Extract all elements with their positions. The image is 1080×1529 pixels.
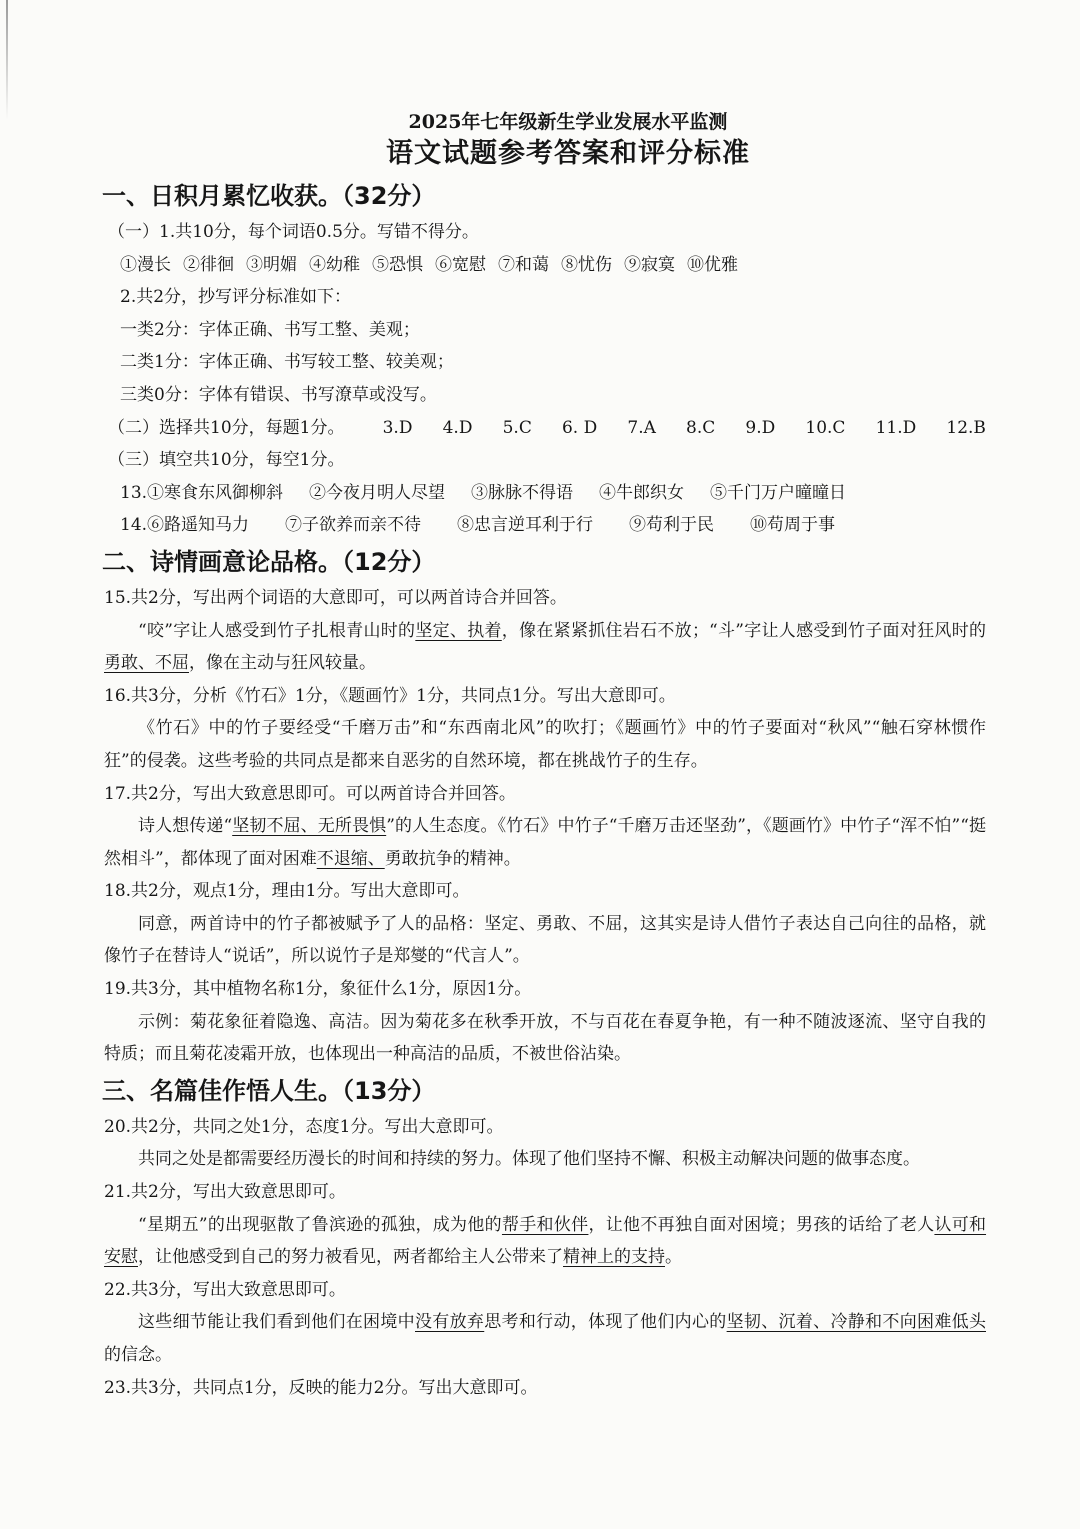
q15-criteria: 15.共2分，写出两个词语的大意即可，可以两首诗合并回答。 [104, 587, 567, 608]
q13-d: ④牛郎织女 [599, 482, 685, 503]
q14-e: ⑩苟周于事 [750, 515, 836, 536]
q17-answer: 诗人想传递“坚韧不屈、无所畏惧”的人生态度。《竹石》中竹子“千磨万击还坚劲”，《题画竹》中竹子“浑不怕”“挺然相斗”，都体现了面对困难不退缩、勇敢抗争的精神。 [104, 816, 986, 869]
q13-c: ③脉脉不得语 [471, 482, 574, 503]
word-7: ⑦和蔼 [498, 254, 549, 275]
word-10: ⑩优雅 [687, 254, 738, 275]
q14-answers [104, 509, 986, 542]
mc-11: 11.D [875, 417, 917, 438]
word-3: ③明媚 [246, 254, 297, 275]
underline: 坚韧、沉着、冷静和不向困难低头 [726, 1312, 986, 1333]
word-4: ④幼稚 [309, 254, 360, 275]
section-2-heading: 二、诗情画意论品格。（12分） [102, 547, 436, 576]
q13-a: 13.①寒食东风御柳斜 [120, 482, 284, 503]
mc-7: 7.A [627, 417, 656, 438]
q14-d: ⑨苟利于民 [629, 515, 715, 536]
mc-4: 4.D [442, 417, 473, 438]
underline: 没有放弃 [415, 1312, 485, 1333]
q19-answer: 示例：菊花象征着隐逸、高洁。因为菊花多在秋季开放，不与百花在春夏争艳，有一种不随波逐流、坚守自我的特质；而且菊花凌霜开放，也体现出一种高洁的品质，不被世俗沾染。 [104, 1011, 986, 1065]
word-2: ②徘徊 [183, 254, 234, 275]
mc-3: 3.D [382, 417, 413, 438]
mc-9: 9.D [745, 417, 776, 438]
q22-answer: 这些细节能让我们看到他们在困境中没有放弃思考和行动，体现了他们内心的坚韧、沉着、冷静和不向困难低头的信念。 [104, 1312, 986, 1365]
scan-edge [6, 0, 8, 120]
q16-answer: 《竹石》中的竹子要经受“千磨万击”和“东西南北风”的吹打；《题画竹》中的竹子要面对“秋风”“触石穿林惯作狂”的侵袭。这些考验的共同点是都来自恶劣的自然环境，都在挑战竹子的生存。 [104, 718, 986, 771]
q18-answer: 同意，两首诗中的竹子都被赋予了人的品格：坚定、勇敢、不屈，这其实是诗人借竹子表达自己向往的品格，就像竹子在替诗人“说话”，所以说竹子是郑燮的“代言人”。 [104, 913, 986, 967]
grade-1: 一类2分：字体正确、书写工整、美观； [120, 319, 420, 340]
q20-criteria: 20.共2分，共同之处1分，态度1分。写出大意即可。 [104, 1116, 504, 1137]
q17-criteria: 17.共2分，写出大致意思即可。可以两首诗合并回答。 [104, 783, 516, 804]
section-1-heading: 一、日积月累忆收获。（32分） [102, 182, 436, 210]
answer-sheet-page [104, 108, 986, 1404]
q2-criteria: 2.共2分，抄写评分标准如下： [120, 287, 352, 308]
q13-e: ⑤千门万户曈曈日 [710, 482, 847, 503]
underline: 坚韧不屈、无所畏惧 [232, 816, 387, 837]
q13-b: ②今夜月明人尽望 [309, 482, 446, 503]
underline: 认可和安慰 [104, 1214, 987, 1268]
mc-heading: （二）选择共10分，每题1分。 [108, 417, 345, 438]
q14-c: ⑧忠言逆耳利于行 [457, 515, 594, 536]
q21-answer: “星期五”的出现驱散了鲁滨逊的孤独，成为他的帮手和伙伴，让他不再独自面对困境；男孩的话给了老人认可和安慰，让他感受到自己的努力被看见，两者都给主人公带来了精神上的支持。 [104, 1214, 987, 1268]
word-5: ⑤恐惧 [372, 254, 423, 275]
q19-criteria: 19.共3分，其中植物名称1分，象征什么1分，原因1分。 [104, 979, 532, 1000]
q14-a: 14.⑥路遥知马力 [120, 515, 250, 536]
mc-8: 8.C [686, 417, 716, 438]
q16-criteria: 16.共3分，分析《竹石》1分，《题画竹》1分，共同点1分。写出大意即可。 [104, 685, 676, 706]
word-1: ①漫长 [120, 254, 171, 275]
grade-3: 三类0分：字体有错误、书写潦草或没写。 [120, 384, 437, 405]
fill-heading: （三）填空共10分，每空1分。 [108, 450, 345, 471]
word-8: ⑧忧伤 [561, 254, 612, 275]
mc-answers [104, 412, 986, 445]
q14-b: ⑦子欲养而亲不待 [285, 515, 422, 536]
q15-answer: “咬”字让人感受到竹子扎根青山时的坚定、执着，像在紧紧抓住岩石不放；“斗”字让人感受到竹子面对狂风时的勇敢、不屈，像在主动与狂风较量。 [104, 620, 986, 674]
mc-6: 6. D [561, 417, 598, 438]
underline: 勇敢、不屈 [104, 653, 189, 674]
q23-criteria: 23.共3分，共同点1分，反映的能力2分。写出大意即可。 [104, 1377, 538, 1398]
mc-5: 5.C [502, 417, 532, 438]
document-subtitle: 语文试题参考答案和评分标准 [386, 138, 750, 169]
q22-criteria: 22.共3分，写出大致意思即可。 [104, 1279, 346, 1300]
exam-title: 2025年七年级新生学业发展水平监测 [408, 111, 728, 133]
underline: 不退缩、 [316, 848, 385, 869]
q1-criteria: （一）1.共10分，每个词语0.5分。写错不得分。 [108, 222, 479, 242]
q18-criteria: 18.共2分，观点1分，理由1分。写出大意即可。 [104, 881, 470, 902]
mc-10: 10.C [805, 417, 846, 438]
word-9: ⑨寂寞 [624, 254, 675, 275]
underline: 帮手和伙伴 [501, 1214, 589, 1235]
q13-answers [104, 477, 986, 510]
underline: 精神上的支持 [563, 1247, 665, 1268]
section-3-heading: 三、名篇佳作悟人生。（13分） [102, 1076, 436, 1105]
q21-criteria: 21.共2分，写出大致意思即可。 [104, 1182, 346, 1203]
q1-answers [104, 249, 986, 282]
word-6: ⑥宽慰 [435, 254, 486, 275]
underline: 坚定、执着 [415, 620, 502, 641]
q20-answer: 共同之处是都需要经历漫长的时间和持续的努力。体现了他们坚持不懈、积极主动解决问题的做事态度。 [138, 1149, 920, 1170]
mc-12: 12.B [946, 417, 986, 438]
grade-2: 二类1分：字体正确、书写较工整、较美观； [120, 352, 454, 373]
